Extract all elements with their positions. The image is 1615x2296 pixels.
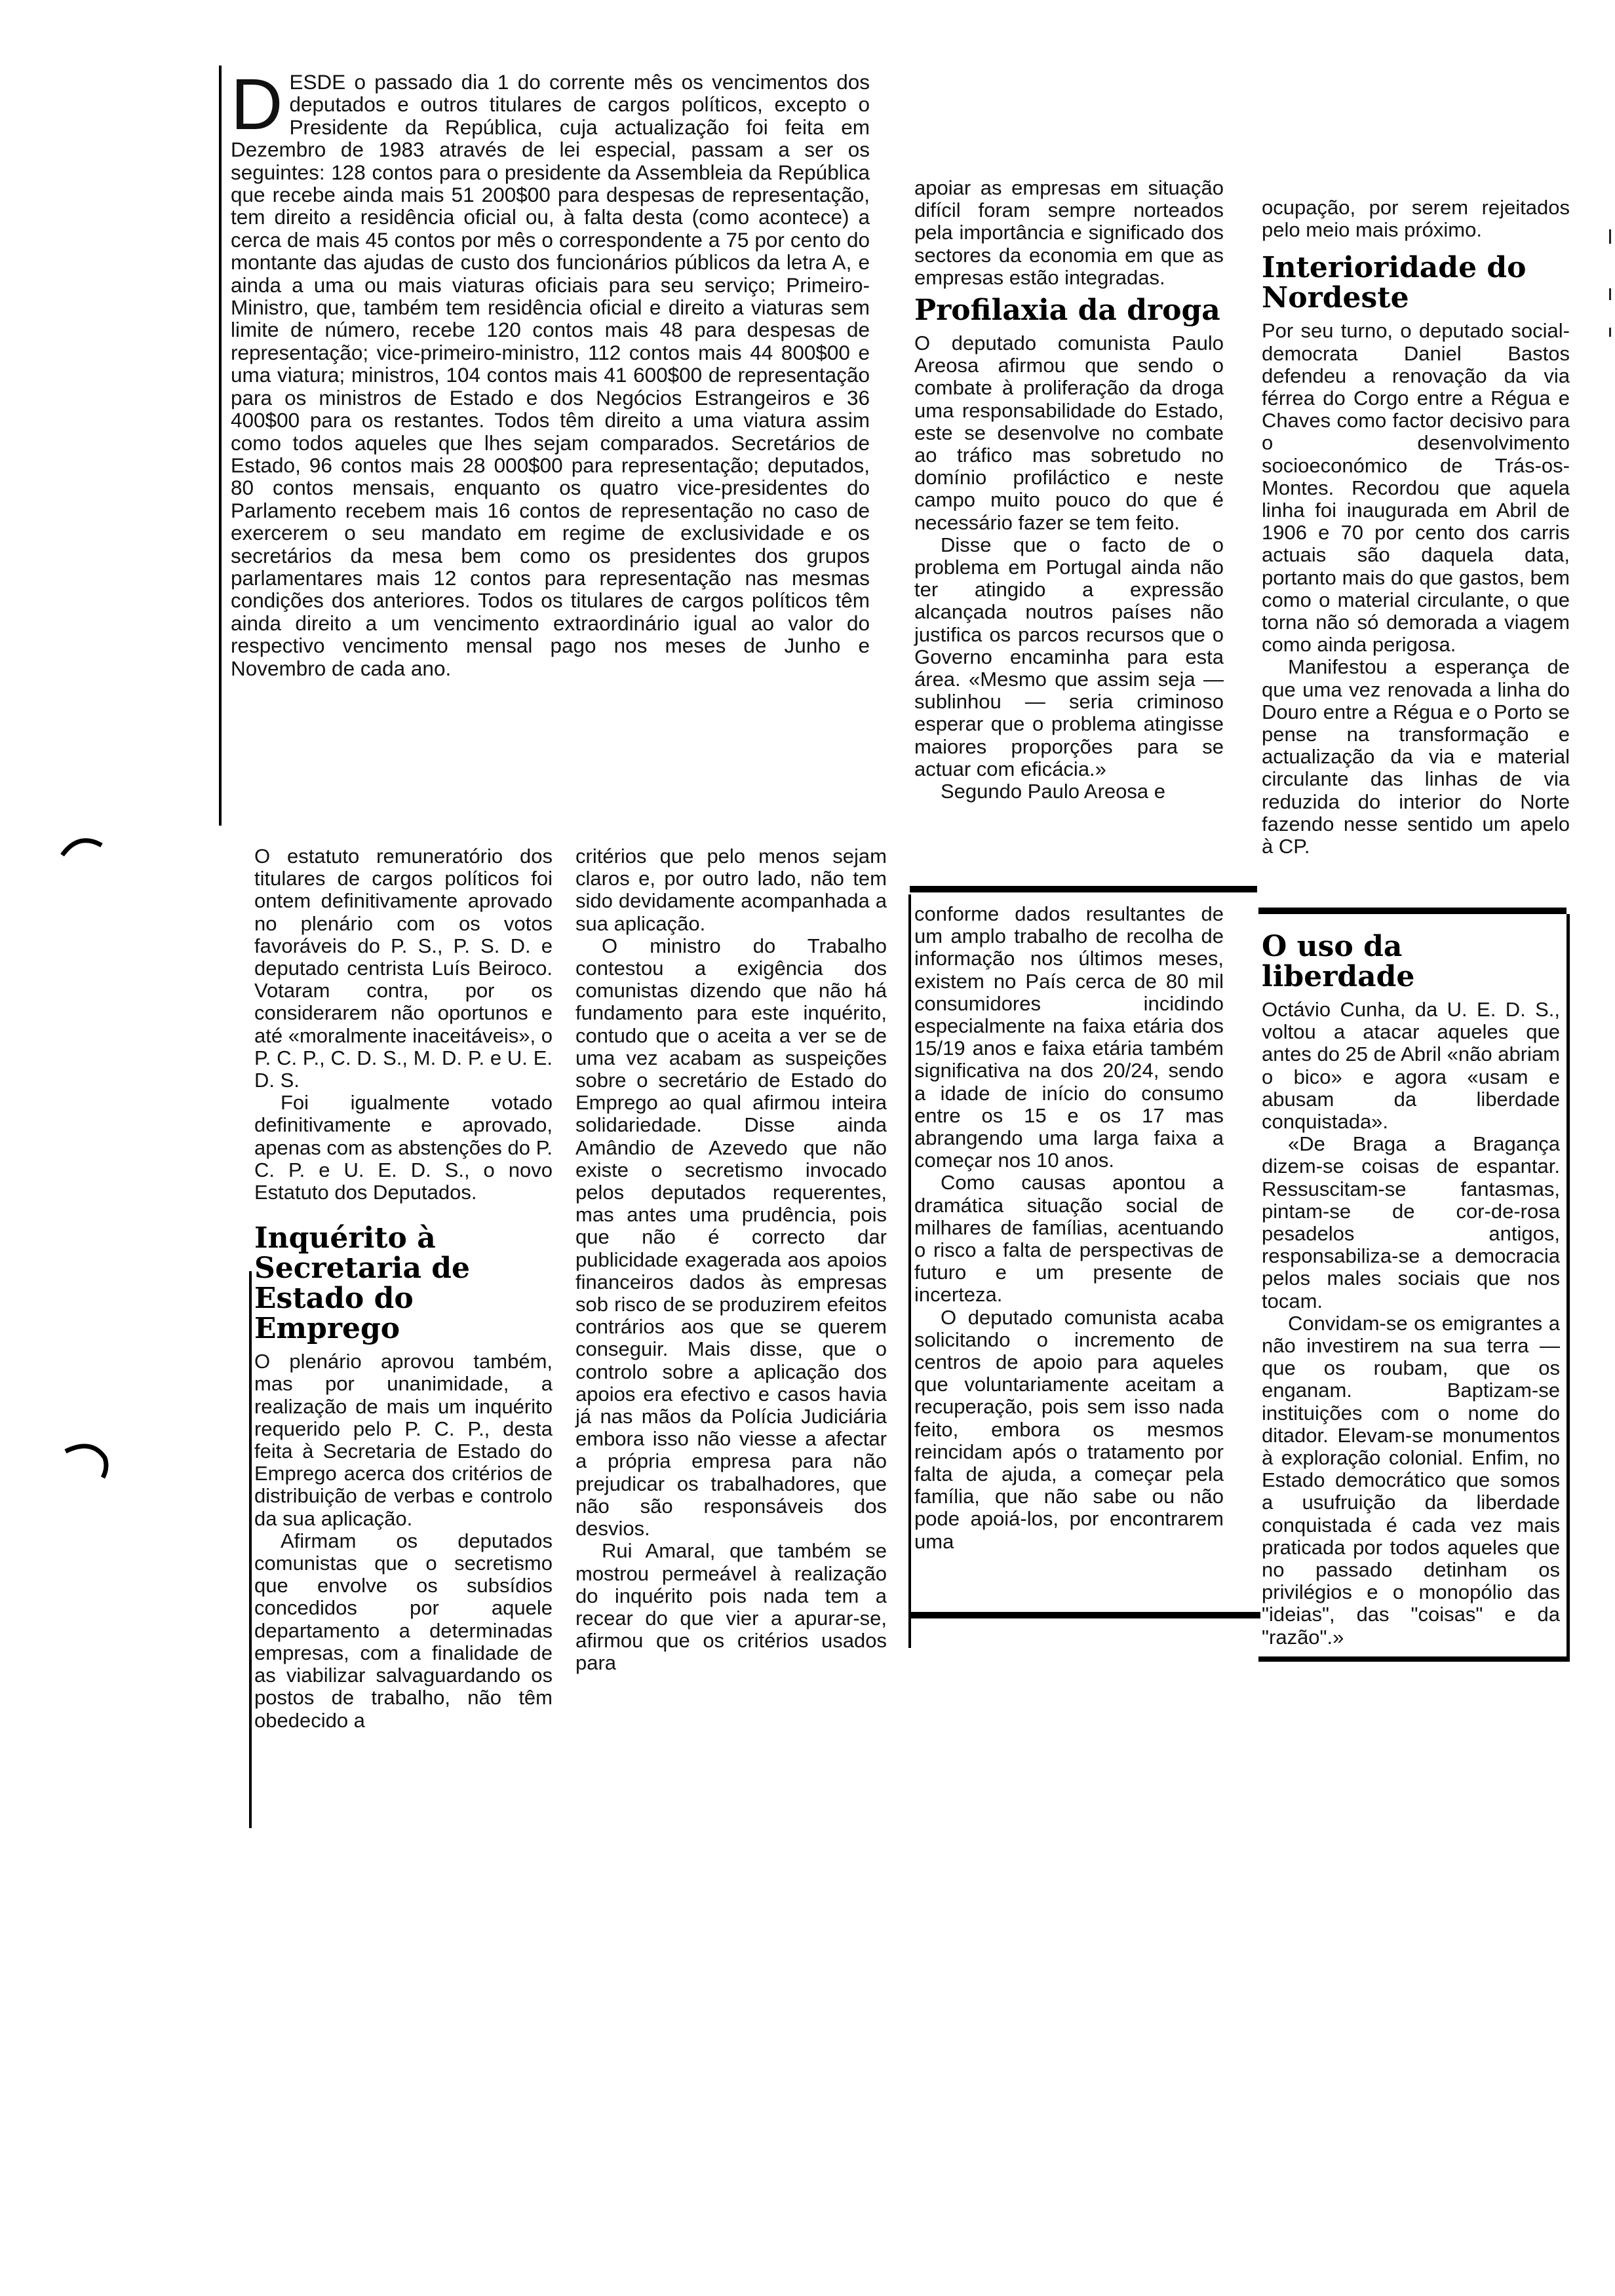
heading-droga: Profilaxia da droga bbox=[914, 294, 1220, 328]
heading-liberdade: O uso da liberdade bbox=[1262, 930, 1415, 993]
punch-hole-mark-upper bbox=[59, 829, 105, 868]
col1-paragraph-2: Foi igualmente votado definitivamente e aprovado, apenas com as abstenções do P. C. P. e U. E. D. S., o novo Estatuto dos Deputados. bbox=[254, 1091, 553, 1204]
col3-droga-2: Disse que o facto de o problema em Portugal ainda não ter atingido a expressão alcançada noutros países não justifica os parcos recursos que o Governo encaminha para esta área. «Mesmo que assim seja — sublinhou — seria criminoso esperar que o problema atingisse maiores proporções para se actuar com eficácia.» bbox=[914, 533, 1224, 780]
column-1 bbox=[254, 845, 553, 1732]
column-4-rule-top bbox=[1258, 908, 1566, 914]
inquerito-left-border bbox=[249, 1271, 252, 1828]
lede-paragraph: ESDE o passado dia 1 do corrente mês os vencimentos dos deputados e outros titulares de cargos políticos, excepto o Presidente da República, cuja actualização foi feita em Dezembro de 1983 através de lei especial, passam a ser os seguintes: 128 contos para o presidente da Assembleia da República que recebe ainda mais 51 200$00 para despesas de representação, tem direito a residência oficial ou, à falta desta (como acontece) a cerca de mais 45 contos por mês o correspondente a 75 por cento do montante das ajudas de custo dos funcionários públicos da letra A, e ainda a uma ou mais viaturas oficiais para seu serviço; Primeiro-Ministro, que, também tem residência oficial e direito a viaturas sem limite de número, recebe 120 contos mais 48 para despesas de representação; vice-primeiro-ministro, 112 contos mais 44 800$00 e uma viatura; ministros, 104 contos mais 41 600$00 de representação para os ministros de Estado e dos Negócios Estrangeiros e 36 400$00 para os restantes. Todos têm direito a uma viatura assim como todos aqueles que lhes sejam comparados. Secretários de Estado, 96 contos mais 28 000$00 para representação; deputados, 80 contos mensais, enquanto os quatro vice-presidentes do Parlamento recebem mais 16 contos de representação no caso de exercerem o seu mandato em regime de exclusividade e os secretários da mesa bem como os presidentes dos grupos parlamentares mais 12 contos para representação nas mesmas condições dos anteriores. Todos os titulares de cargos políticos têm ainda direito a um vencimento extraordinário igual ao valor do respectivo vencimento mensal pago nos meses de Junho e Novembro de cada ano. bbox=[231, 70, 870, 680]
scan-edge-tick-3 bbox=[1609, 328, 1611, 337]
scan-edge-tick-1 bbox=[1609, 229, 1611, 244]
column-4 bbox=[1262, 197, 1570, 858]
column-4-lower bbox=[1262, 929, 1560, 1649]
punch-hole-arc-lower bbox=[66, 1446, 106, 1478]
column-2 bbox=[575, 845, 887, 1675]
col4-paragraph-top: ocupação, por serem rejeitados pelo meio mais próximo. bbox=[1262, 196, 1570, 242]
col2-paragraph-1: critérios que pelo menos sejam claros e, por outro lado, não tem sido devidamente acompanhada a sua aplicação. bbox=[575, 845, 887, 935]
col4-nordeste-2: Manifestou a esperança de que uma vez renovada a linha do Douro entre a Régua e o Porto se pense na transformação e actualização da via e material circulante das linhas de via reduzida do interior do Norte fazendo nesse sentido um apelo à CP. bbox=[1262, 655, 1570, 858]
heading-inquerito: Inquérito à Secretaria de Estado do Emprego bbox=[254, 1221, 471, 1346]
column-4-rule-bottom bbox=[1258, 1656, 1570, 1662]
col1-paragraph-1: O estatuto remuneratório dos titulares de cargos políticos foi ontem definitivamente aprovado no plenário com os votos favoráveis do P. S., P. S. D. e deputado centrista Luís Beiroco. Votaram contra, por os considerarem não oportunos e até «moralmente inaceitáveis», o P. C. P., C. D. S., M. D. P. e U. E. D. S. bbox=[254, 845, 553, 1092]
col3-bottom-1: conforme dados resultantes de um amplo trabalho de recolha de informação nos últimos meses, existem no País cerca de 80 mil consumidores incidindo especialmente na faixa etária dos 15/19 anos e faixa etária também significativa na dos 20/24, sendo a idade de início do consumo entre os 15 e os 17 mas abrangendo uma larga faixa a começar nos 10 anos. bbox=[914, 902, 1224, 1172]
drop-cap: D bbox=[231, 64, 283, 145]
column-3-lower-border bbox=[908, 894, 911, 1648]
column-3-bottom bbox=[914, 903, 1224, 1553]
punch-hole-mark-lower bbox=[62, 1438, 115, 1484]
col4-liberdade-2: «De Braga a Bragança dizem-se coisas de espantar. Ressuscitam-se fantasmas, pintam-se de cor-de-rosa pesadelos antigos, responsabiliza-se a democracia pelos males sociais que nos tocam. bbox=[1262, 1132, 1560, 1312]
column-3-rule-top bbox=[910, 886, 1257, 892]
col3-bottom-2: Como causas apontou a dramática situação social de milhares de famílias, acentuando o risco a falta de perspectivas de futuro e um presente de incerteza. bbox=[914, 1171, 1224, 1307]
column-3-top bbox=[914, 177, 1224, 803]
scan-edge-tick-2 bbox=[1609, 288, 1611, 300]
col4-nordeste-1: Por seu turno, o deputado social-democrata Daniel Bastos defendeu a renovação da via férrea do Corgo entre a Régua e Chaves como factor decisivo para o desenvolvimento socioeconómico de Trás-os-Montes. Recordou que aquela linha foi inaugurada em Abril de 1906 e 70 por cento dos carris actuais são daquela data, portanto mais do que gastos, bem como o material circulante, o que torna não só demorada a viagem como ainda perigosa. bbox=[1262, 319, 1570, 657]
col2-paragraph-2: O ministro do Trabalho contestou a exigência dos comunistas dizendo que não há fundamento para este inquérito, contudo que o aceita a ver se de uma vez acabam as suspeições sobre o secretário de Estado do Emprego ao qual afirmou inteira solidariedade. Disse ainda Amândio de Azevedo que não existe o secretismo invocado pelos deputados requerentes, mas antes uma prudência, pois que não é correcto dar publicidade exagerada aos apoios financeiros dados às empresas sob risco de se produzirem efeitos contrários aos que se querem conseguir. Mais disse, que o controlo sobre a aplicação dos apoios era efectivo e casos havia já nas mãos da Polícia Judiciária embora isso não viesse a afectar a própria empresa para não prejudicar os trabalhadores, que não são responsáveis dos desvios. bbox=[575, 934, 887, 1540]
column-3-rule-bottom bbox=[910, 1612, 1260, 1618]
col3-paragraph-top: apoiar as empresas em situação difícil foram sempre norteados pela importância e significado dos sectores da economia em que as empresas estão integradas. bbox=[914, 176, 1224, 289]
col4-liberdade-3: Convidam-se os emigrantes a não investirem na sua terra — que os roubam, que os enganam. Baptizam-se instituições com o nome do ditador. Elevam-se monumentos à exploração colonial. Enfim, no Estado democrático que somos a usufruição da liberdade conquistada é cada vez mais praticada por todos aqueles que no passado detinham os privilégios e o monopólio das "ideias", das "coisas" e da "razão".» bbox=[1262, 1311, 1560, 1649]
lede-left-border bbox=[219, 66, 222, 826]
col3-droga-3: Segundo Paulo Areosa e bbox=[941, 780, 1165, 803]
lede-block bbox=[231, 64, 870, 680]
punch-hole-arc-upper bbox=[62, 841, 102, 855]
col3-droga-1: O deputado comunista Paulo Areosa afirmou que sendo o combate à proliferação da droga uma responsabilidade do Estado, este se desenvolve no combate ao tráfico mas sobretudo no domínio profiláctico e neste campo muito pouco do que é necessário fazer se tem feito. bbox=[914, 332, 1224, 534]
col2-paragraph-3: Rui Amaral, que também se mostrou permeável à realização do inquérito pois nada tem a recear do que vier a apurar-se, afirmou que os critérios usados para bbox=[575, 1539, 887, 1675]
col1-paragraph-4: Afirmam os deputados comunistas que o secretismo que envolve os subsídios concedidos por aquele departamento a determinadas empresas, com a finalidade de as viabilizar salvaguardando os postos de trabalho, não têm obedecido a bbox=[254, 1529, 553, 1732]
column-4-right-border bbox=[1566, 914, 1570, 1658]
col4-liberdade-1: Octávio Cunha, da U. E. D. S., voltou a atacar aqueles que antes do 25 de Abril «não abriam o bico» e agora «usam e abusam da liberdade conquistada». bbox=[1262, 998, 1560, 1134]
col1-paragraph-3: O plenário aprovou também, mas por unanimidade, a realização de mais um inquérito requerido pelo P. C. P., desta feita à Secretaria de Estado do Emprego acerca dos critérios de distribuição de verbas e controlo da sua aplicação. bbox=[254, 1350, 553, 1530]
heading-nordeste: Interioridade do Nordeste bbox=[1262, 251, 1527, 315]
col3-bottom-3: O deputado comunista acaba solicitando o incremento de centros de apoio para aqueles que voluntariamente aceitam a recuperação, pois sem isso nada feito, embora os mesmos reincidam após o tratamento por falta de ajuda, a começar pela família, que não sabe ou não pode apoiá-los, por encontrarem uma bbox=[914, 1305, 1224, 1553]
